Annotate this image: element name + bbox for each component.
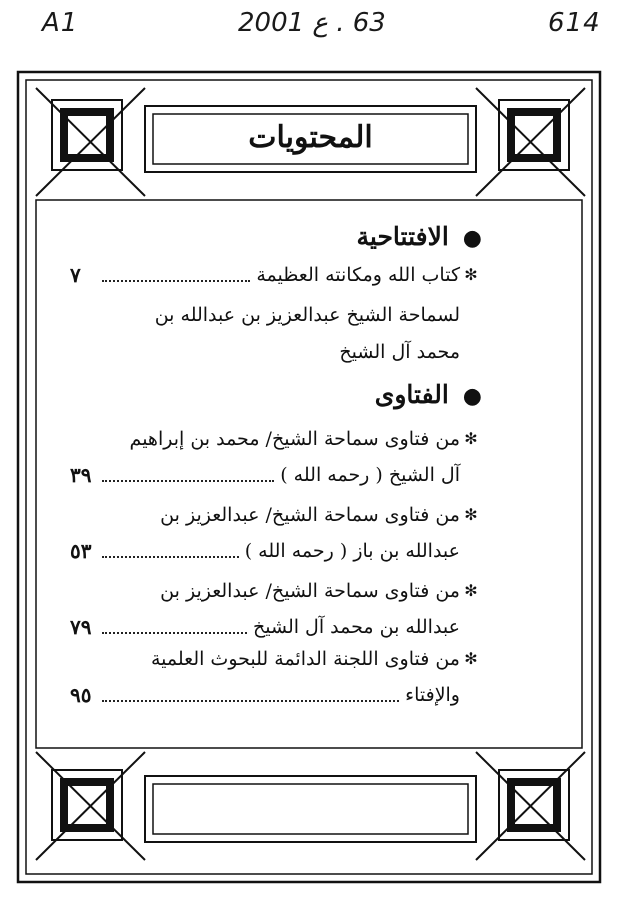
corner-knot-top-right-icon <box>476 88 585 196</box>
bullet-icon: ● <box>462 225 482 251</box>
star-bullet-icon: ✻ <box>464 265 478 284</box>
handwritten-mark-center: 63 . ع 2001 <box>238 8 386 38</box>
toc-entry-continuation[interactable]: والإفتاء ٩٥ <box>70 678 482 712</box>
table-of-contents <box>70 0 482 900</box>
handwritten-mark-right: 614 <box>548 8 601 38</box>
dot-leader <box>102 700 399 702</box>
star-bullet-icon: ✻ <box>464 649 478 668</box>
dot-leader <box>102 632 247 634</box>
toc-entry[interactable]: ✻ كتاب الله ومكانته العظيمة ٧ <box>70 258 482 292</box>
toc-entry-subline: محمد آل الشيخ <box>339 341 460 363</box>
page-title: المحتويات <box>248 120 373 155</box>
corner-knot-bottom-right-icon <box>476 752 585 860</box>
toc-entry-continuation[interactable]: عبدالله بن باز ( رحمه الله ) ٥٣ <box>70 534 482 568</box>
toc-entry-subline: لسماحة الشيخ عبدالعزيز بن عبدالله بن <box>154 304 460 326</box>
page-number: ٧٩ <box>70 615 92 639</box>
page-number: ٩٥ <box>70 683 92 707</box>
dot-leader <box>102 280 250 282</box>
bullet-icon: ● <box>462 383 482 409</box>
toc-entry[interactable]: ✻ من فتاوى اللجنة الدائمة للبحوث العلمية <box>70 642 482 676</box>
section-heading-opening: ●الافتتاحية <box>356 222 482 251</box>
section-heading-fatwas: ●الفتاوى <box>374 380 482 409</box>
handwritten-mark-left: A1 <box>42 8 79 38</box>
toc-entry-continuation[interactable]: آل الشيخ ( رحمه الله ) ٣٩ <box>70 458 482 492</box>
page-number: ٧ <box>70 263 81 287</box>
star-bullet-icon: ✻ <box>464 581 478 600</box>
star-bullet-icon: ✻ <box>464 429 478 448</box>
star-bullet-icon: ✻ <box>464 505 478 524</box>
toc-entry[interactable]: ✻ من فتاوى سماحة الشيخ/ عبدالعزيز بن <box>70 498 482 532</box>
dot-leader <box>102 480 274 482</box>
toc-entry[interactable]: ✻ من فتاوى سماحة الشيخ/ عبدالعزيز بن <box>70 574 482 608</box>
page-number: ٥٣ <box>70 539 92 563</box>
dot-leader <box>102 556 239 558</box>
toc-entry-continuation[interactable]: عبدالله بن محمد آل الشيخ ٧٩ <box>70 610 482 644</box>
page-number: ٣٩ <box>70 463 92 487</box>
toc-entry[interactable]: ✻ من فتاوى سماحة الشيخ/ محمد بن إبراهيم <box>70 422 482 456</box>
